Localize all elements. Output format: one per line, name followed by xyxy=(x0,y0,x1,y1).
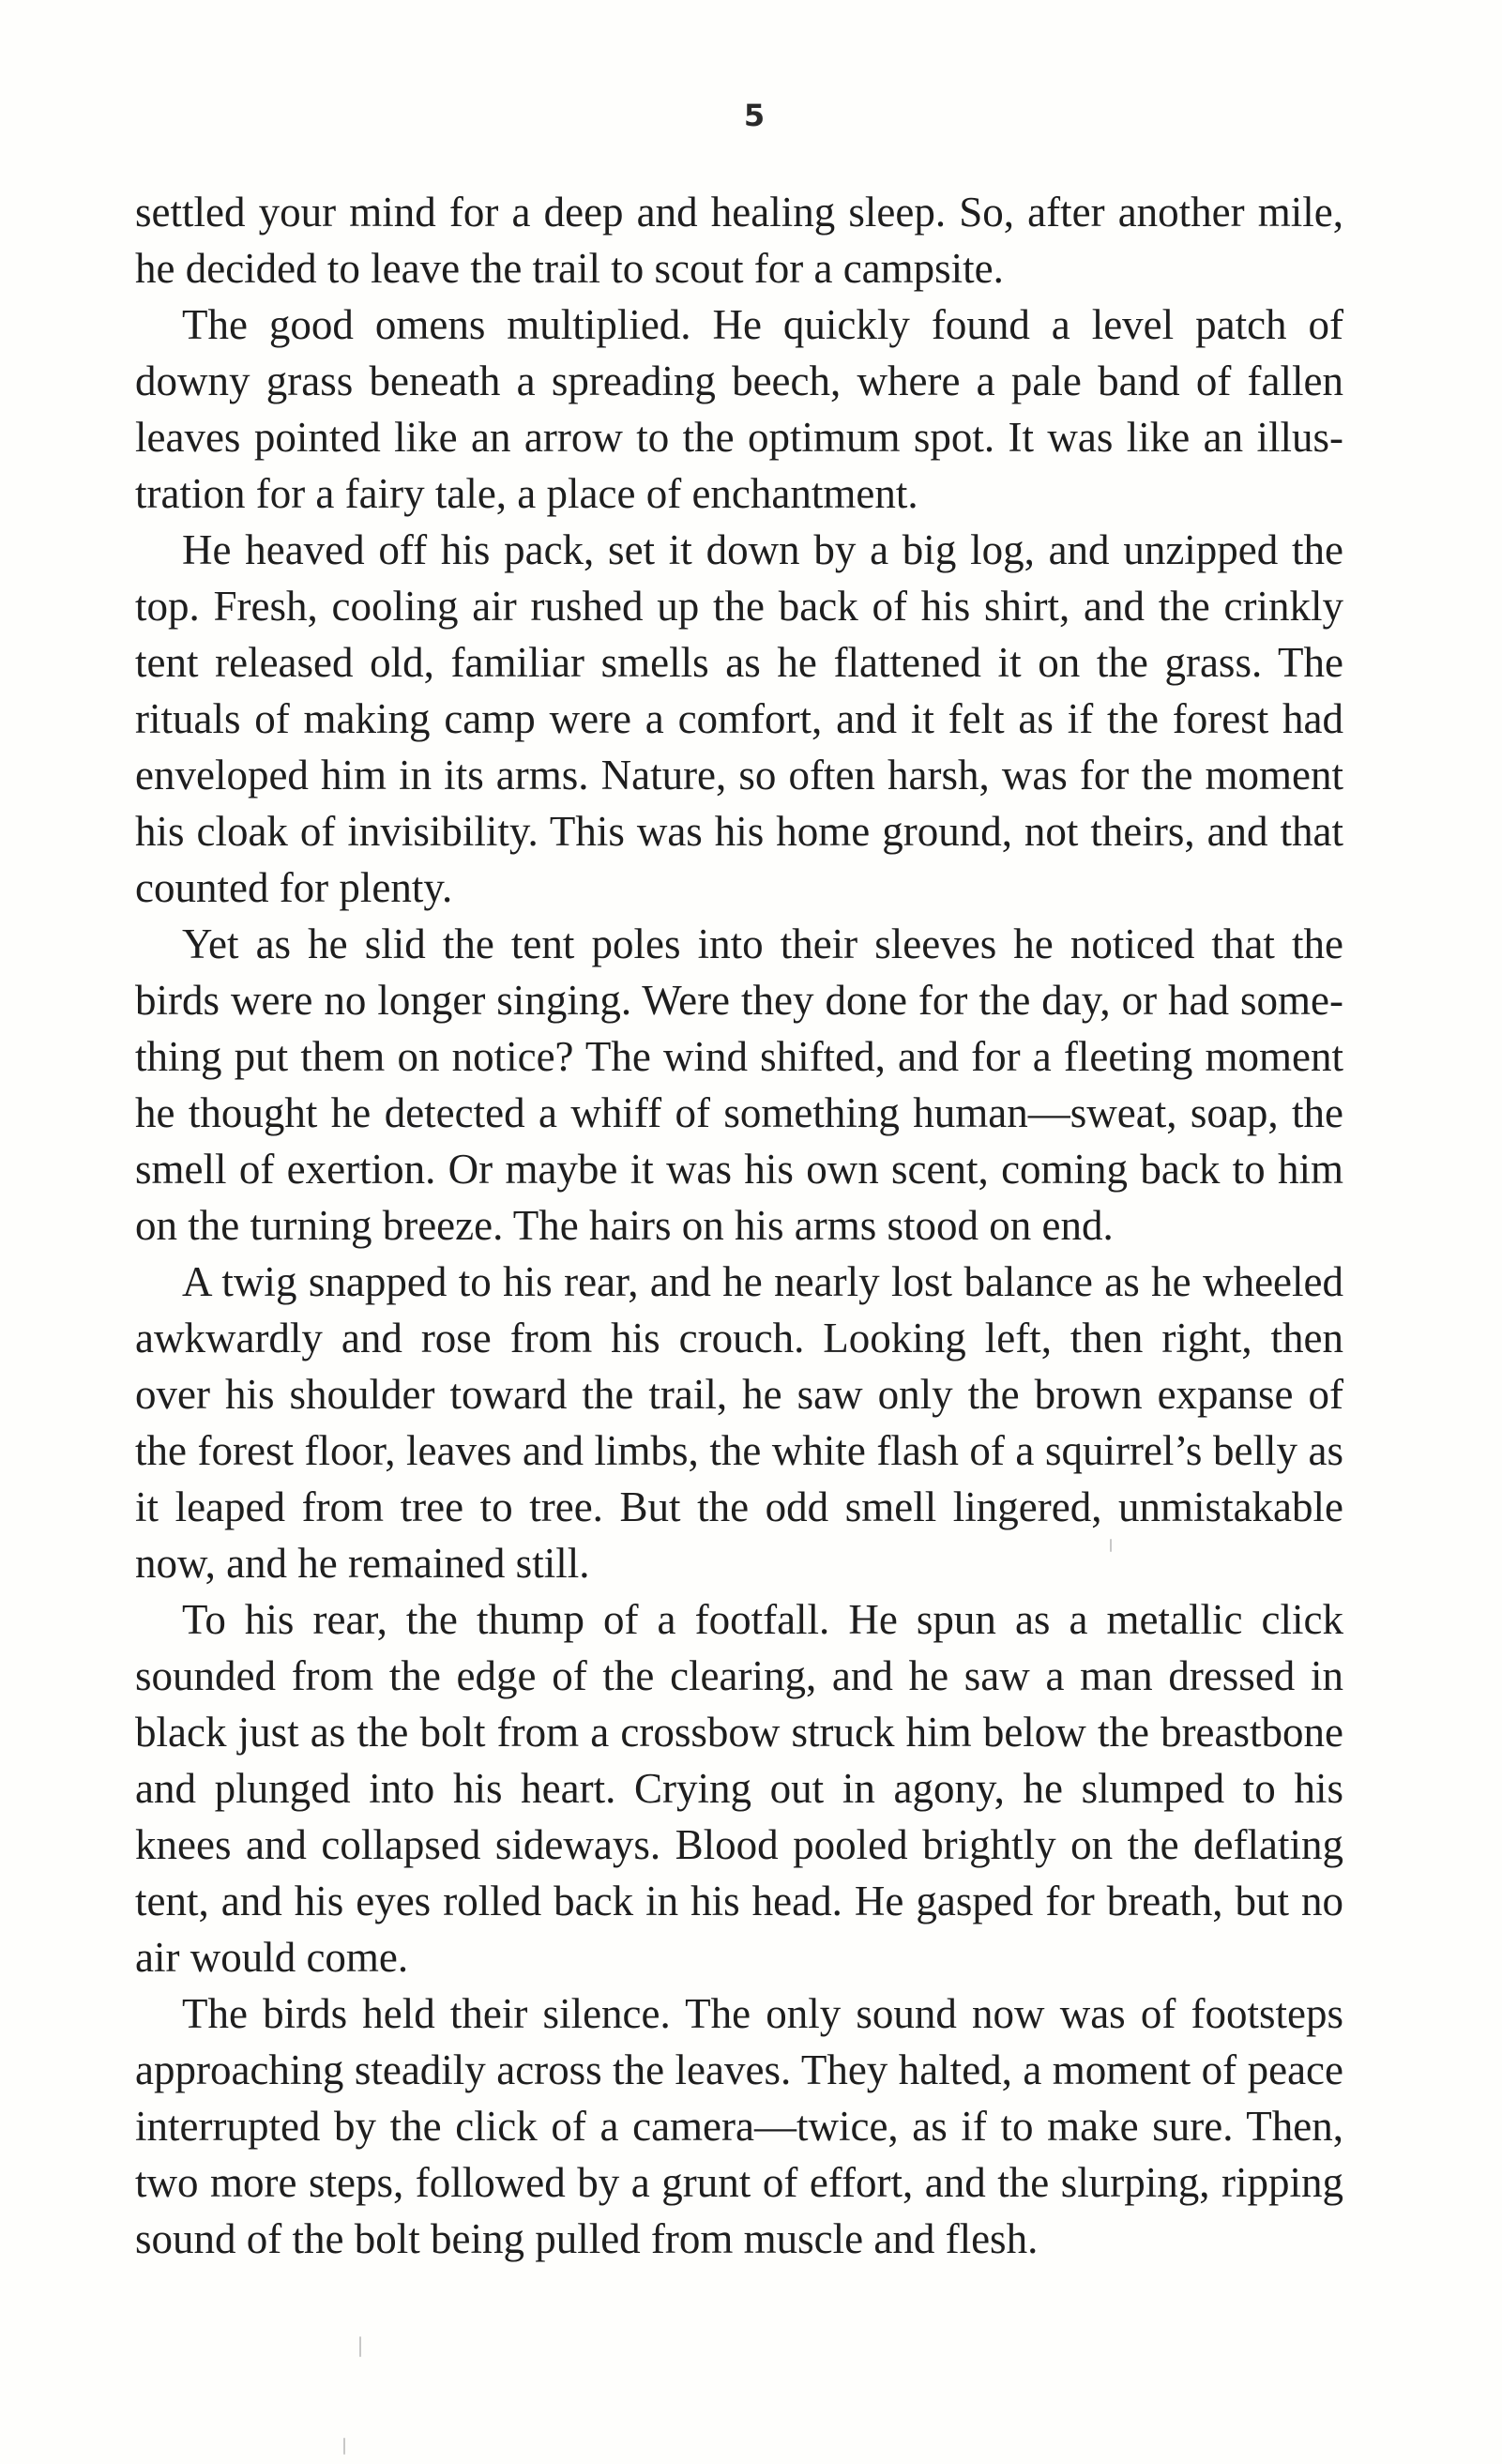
paragraph-6: To his rear, the thump of a footfall. He spun as a metallic click sounded from the edge of the clearing, and he saw a man dressed in black just as the bolt from a crossbow struck him below the breastbone and plunged into his heart. Crying out in agony, he slumped to his knees and collapsed sideways. Blood pooled brightly on the deflating tent, and his eyes rolled back in his head. He gasped for breath, but no air would come. xyxy=(135,1596,1343,1981)
scan-speck xyxy=(1110,1539,1112,1552)
paragraph-1: settled your mind for a deep and healing sleep. So, after another mile, he decided to leave the trail to scout for a campsite. xyxy=(135,189,1343,292)
scan-speck xyxy=(359,2336,361,2357)
paragraph-4: Yet as he slid the tent poles into their sleeves he noticed that the birds were no longer singing. Were they done for the day, or had something put them on notice? The wind shifted, and for a fleeting moment he thought he detected a whiff of something human—sweat, soap, the smell of exertion. Or maybe it was his own scent, coming back to him on the turning breeze. The hairs on his arms stood on end. xyxy=(135,920,1343,1249)
paragraph-3: He heaved off his pack, set it down by a big log, and unzipped the top. Fresh, cooling air rushed up the back of his shirt, and the crinkly tent released old, familiar smells as he flattened it on the grass. The rituals of making camp were a comfort, and it felt as if the forest had enveloped him in its arms. Nature, so often harsh, was for the moment his cloak of invisibility. This was his home ground, not theirs, and that counted for plenty. xyxy=(135,526,1343,911)
paragraph-5: A twig snapped to his rear, and he nearly lost balance as he wheeled awkwardly and rose from his crouch. Looking left, then right, then over his shoulder toward the trail, he saw only the brown expanse of the forest floor, leaves and limbs, the white flash of a squirrel’s belly as it leaped from tree to tree. But the odd smell lingered, unmistakable now, and he remained still. xyxy=(135,1258,1343,1587)
scan-speck xyxy=(343,2438,345,2455)
body-text xyxy=(135,184,1343,2267)
paragraph-2: The good omens multiplied. He quickly found a level patch of downy grass beneath a spreading beech, where a pale band of fallen leaves pointed like an arrow to the optimum spot. It was like an illustration for a fairy tale, a place of enchantment. xyxy=(135,301,1343,517)
paragraph-7: The birds held their silence. The only sound now was of footsteps approaching steadily across the leaves. They halted, a moment of peace interrupted by the click of a camera—twice, as if to make sure. Then, two more steps, followed by a grunt of effort, and the slurping, ripping sound of the bolt being pulled from muscle and flesh. xyxy=(135,1990,1343,2262)
page-number: 5 xyxy=(743,98,766,133)
